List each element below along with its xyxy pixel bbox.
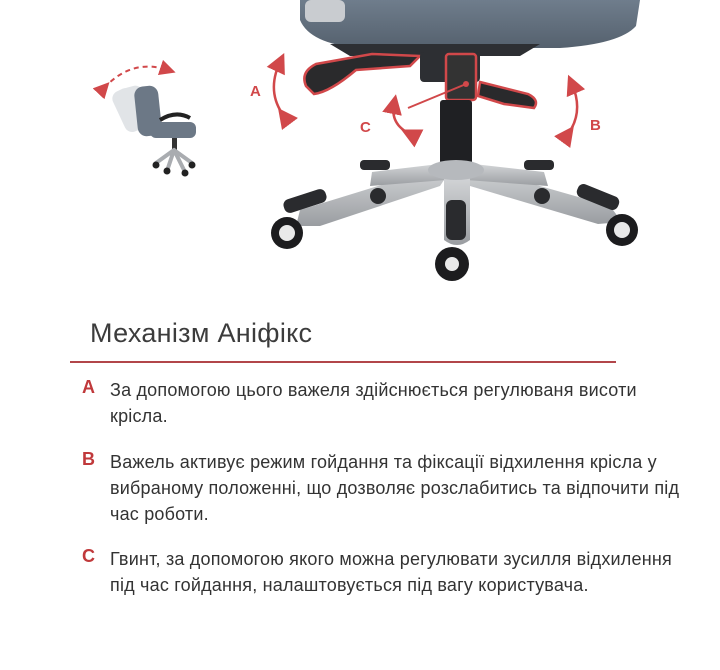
feature-text: За допомогою цього важеля здійснюється регулюваня висоти крісла. bbox=[110, 380, 637, 426]
chair-mechanism-illustration bbox=[0, 0, 720, 300]
section-title: Механізм Аніфікс bbox=[90, 318, 313, 348]
label-a: A bbox=[250, 83, 261, 100]
feature-letter: B bbox=[82, 449, 95, 469]
feature-text: Важель активує режим гойдання та фіксації відхилення крісла у вибраному положенні, що дозволяє розслабитись та відпочити під час роботи. bbox=[110, 452, 680, 524]
feature-letter: C bbox=[82, 546, 95, 566]
tilt-mechanism bbox=[408, 52, 536, 108]
label-c: C bbox=[360, 119, 371, 136]
tilt-thumbnail bbox=[104, 67, 196, 177]
gas-cylinder bbox=[440, 100, 472, 166]
feature-text: Гвинт, за допомогою якого можна регулювати зусилля відхилення під час гойдання, налаштовується під вагу користувача. bbox=[110, 549, 672, 595]
chair-base bbox=[282, 160, 622, 245]
label-b: B bbox=[590, 117, 601, 134]
feature-letter: A bbox=[82, 377, 95, 397]
lever-a bbox=[304, 54, 420, 94]
chair-seat bbox=[300, 0, 640, 56]
title-divider bbox=[70, 361, 616, 363]
